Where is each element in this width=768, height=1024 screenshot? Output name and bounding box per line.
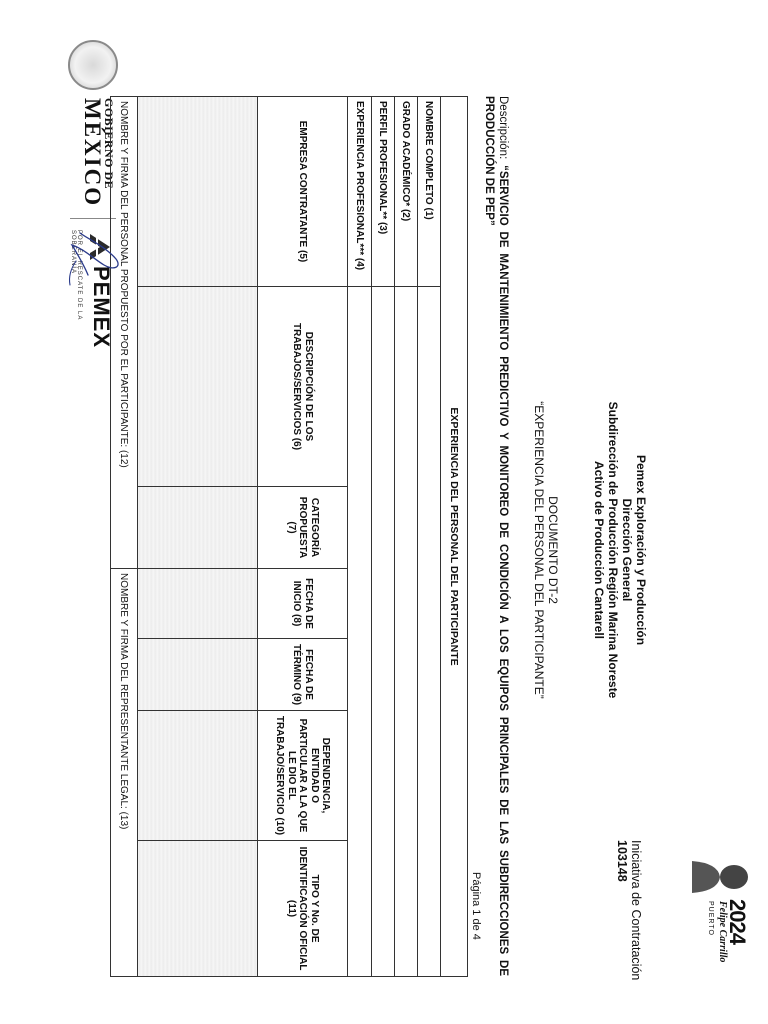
mexico-label: MÉXICO	[80, 98, 105, 208]
column-header: EMPRESA CONTRATANTE (5)	[258, 97, 348, 287]
table-row	[372, 97, 395, 977]
table-row	[258, 97, 348, 977]
table-row	[441, 97, 468, 977]
portrait-emblem-icon	[692, 859, 752, 895]
badge-place: PUERTO	[707, 901, 714, 936]
data-cell[interactable]	[138, 487, 258, 569]
header-line: Subdirección de Producción Región Marina Noreste	[606, 401, 620, 699]
field-value-experiencia[interactable]	[348, 287, 372, 977]
field-value-grado[interactable]	[395, 287, 418, 977]
data-cell[interactable]	[138, 569, 258, 639]
table-row	[395, 97, 418, 977]
field-label: PERFIL PROFESIONAL** (3)	[372, 97, 395, 287]
document-subtitle: “EXPERIENCIA DEL PERSONAL DEL PARTICIPANTE”	[532, 401, 546, 699]
data-cell[interactable]	[138, 287, 258, 487]
page-number: Página 1 de 4	[470, 872, 482, 940]
document-title: DOCUMENTO DT-2	[546, 496, 560, 604]
signature-personal[interactable]: NOMBRE Y FIRMA DEL PERSONAL PROPUESTO POR EL PARTICIPANTE: (12)	[111, 97, 138, 569]
personnel-experience-table	[110, 96, 468, 977]
badge-name: Felipe Carrillo	[717, 901, 728, 963]
data-cell[interactable]	[138, 97, 258, 287]
description-text: “SERVICIO DE MANTENIMIENTO PREDICTIVO Y MONITOREO DE CONDICIÓN A LOS EQUIPOS PRINCIPALES DE LAS SUBDIRECCIONES DE PRODUCCIÓN DE PEP”	[483, 96, 509, 976]
header-line: Pemex Exploración y Producción	[634, 454, 648, 646]
column-header: FECHA DE INICIO (8)	[258, 569, 348, 639]
field-label: NOMBRE COMPLETO (1)	[418, 97, 441, 287]
field-label: GRADO ACADÉMICO* (2)	[395, 97, 418, 287]
table-row	[138, 97, 258, 977]
handwritten-initials-icon	[58, 225, 128, 300]
national-seal-icon	[68, 40, 118, 90]
field-value-nombre[interactable]	[418, 287, 441, 977]
gobierno-label: GOBIERNO DE	[102, 98, 116, 190]
data-cell[interactable]	[138, 711, 258, 841]
column-header: CATEGORÍA PROPUESTA (7)	[258, 487, 348, 569]
column-header: DEPENDENCIA, ENTIDAD O PARTICULAR A LA QUE LE DIO EL TRABAJO/SERVICIO (10)	[258, 711, 348, 841]
field-label: EXPERIENCIA PROFESIONAL*** (4)	[348, 97, 372, 287]
badge-year: 2024	[725, 899, 750, 944]
table-row	[418, 97, 441, 977]
column-header: FECHA DE TÉRMINO (9)	[258, 639, 348, 711]
pemex-slogan: POR EL RESCATE DE LA SOBERANÍA	[70, 230, 82, 321]
table-row	[348, 97, 372, 977]
description-paragraph	[482, 96, 510, 976]
iniciativa-number: 103148	[615, 840, 629, 882]
field-value-perfil[interactable]	[372, 287, 395, 977]
description-label: Descripción:	[497, 96, 509, 160]
iniciativa-contratacion	[615, 840, 643, 1024]
iniciativa-label: Iniciativa de Contratación	[629, 840, 643, 981]
header-line: Activo de Producción Cantarell	[592, 460, 606, 640]
signature-representative[interactable]: NOMBRE Y FIRMA DEL REPRESENTANTE LEGAL: (13)	[111, 569, 138, 977]
column-header: DESCRIPCIÓN DE LOS TRABAJOS/SERVICIOS (6)	[258, 287, 348, 487]
institution-header	[592, 300, 648, 800]
pemex-logo-text: PEMEX	[89, 266, 114, 349]
document-title-block	[532, 340, 560, 760]
header-line: Dirección General	[620, 498, 634, 602]
column-header: TIPO Y No. DE IDENTIFICACIÓN OFICIAL (11)	[258, 841, 348, 977]
data-cell[interactable]	[138, 841, 258, 977]
data-cell[interactable]	[138, 639, 258, 711]
year-badge	[674, 855, 756, 975]
section-title: EXPERIENCIA DEL PERSONAL DEL PARTICIPANTE	[441, 97, 468, 977]
